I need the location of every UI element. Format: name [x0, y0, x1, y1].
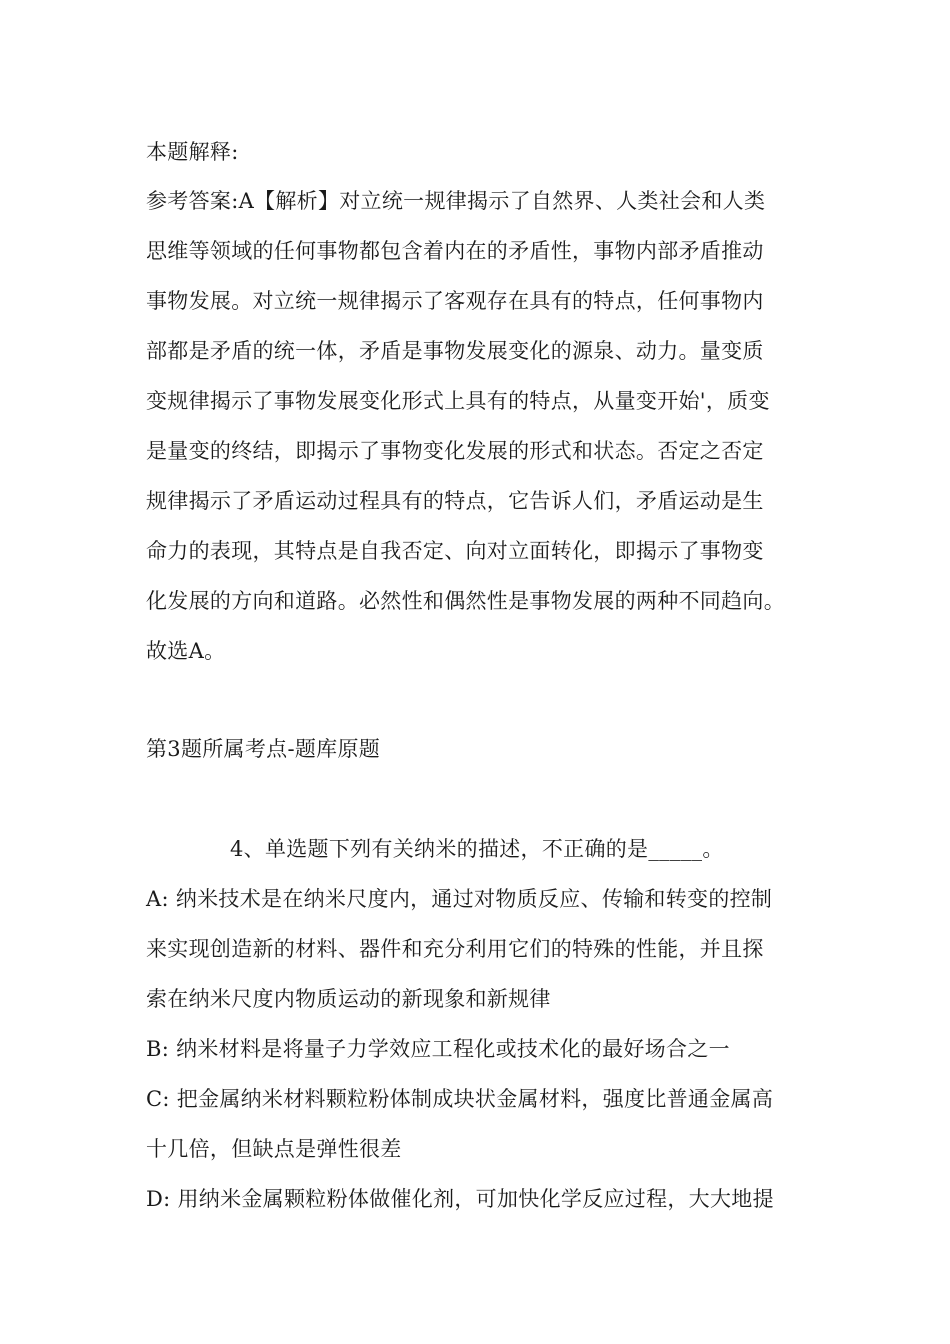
option-line: B: 纳米材料是将量子力学效应工程化或技术化的最好场合之一: [146, 1037, 730, 1061]
explanation-line: 思维等领域的任何事物都包含着内在的矛盾性，事物内部矛盾推动: [146, 239, 764, 263]
explanation-line: 是量变的终结，即揭示了事物变化发展的形式和状态。否定之否定: [146, 439, 764, 463]
option-line: 十几倍，但缺点是弹性很差: [146, 1137, 402, 1161]
explanation-heading: 本题解释:: [146, 140, 239, 164]
explanation-line: 故选A。: [146, 639, 226, 663]
explanation-line: 命力的表现，其特点是自我否定、向对立面转化，即揭示了事物变: [146, 539, 764, 563]
explanation-line: 参考答案:A【解析】对立统一规律揭示了自然界、人类社会和人类: [146, 189, 766, 213]
explanation-line: 部都是矛盾的统一体，矛盾是事物发展变化的源泉、动力。量变质: [146, 339, 764, 363]
explanation-line: 变规律揭示了事物发展变化形式上具有的特点，从量变开始'，质变: [146, 389, 770, 413]
option-line: C: 把金属纳米材料颗粒粉体制成块状金属材料，强度比普通金属高: [146, 1087, 774, 1111]
explanation-line: 事物发展。对立统一规律揭示了客观存在具有的特点，任何事物内: [146, 289, 764, 313]
topic-note: 第3题所属考点-题库原题: [146, 737, 381, 761]
option-line: A: 纳米技术是在纳米尺度内，通过对物质反应、传输和转变的控制: [146, 887, 773, 911]
option-line: D: 用纳米金属颗粒粉体做催化剂，可加快化学反应过程，大大地提: [146, 1187, 774, 1211]
option-line: 索在纳米尺度内物质运动的新现象和新规律: [146, 987, 551, 1011]
question-stem: 4、单选题下列有关纳米的描述，不正确的是_____。: [230, 837, 724, 861]
explanation-line: 化发展的方向和道路。必然性和偶然性是事物发展的两种不同趋向。: [146, 589, 785, 613]
explanation-line: 规律揭示了矛盾运动过程具有的特点，它告诉人们，矛盾运动是生: [146, 489, 764, 513]
option-line: 来实现创造新的材料、器件和充分利用它们的特殊的性能，并且探: [146, 937, 764, 961]
